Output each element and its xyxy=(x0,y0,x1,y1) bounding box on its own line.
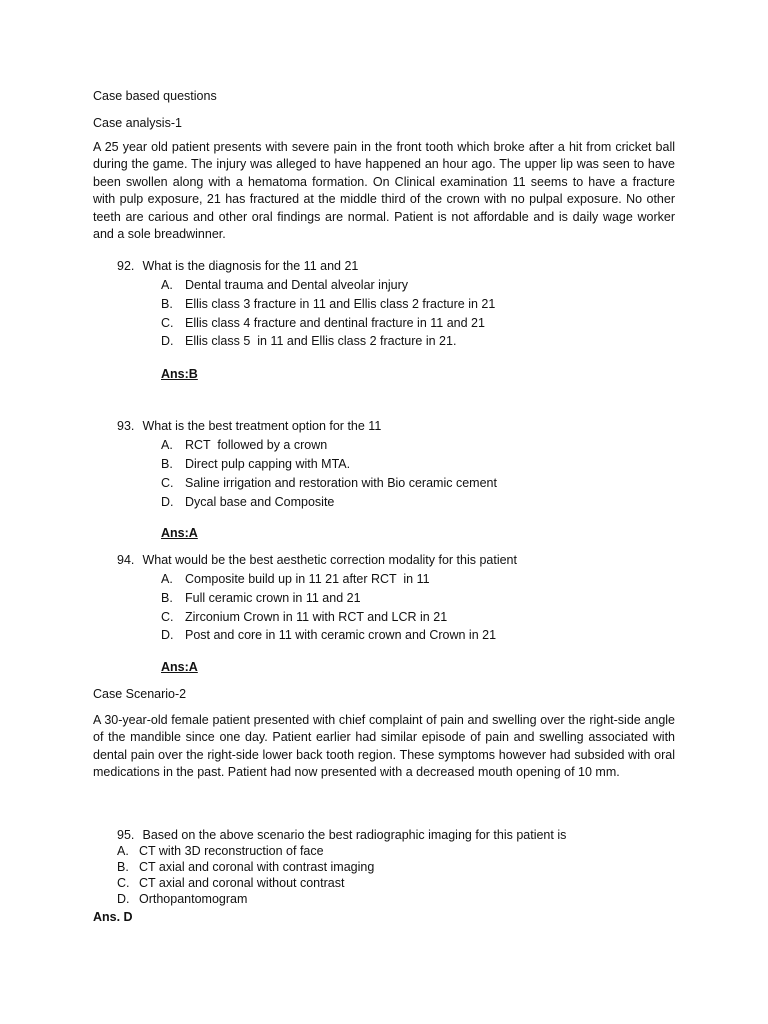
question-number: 94. xyxy=(117,553,135,567)
question-number: 93. xyxy=(117,419,135,433)
question-number: 95. xyxy=(117,828,135,842)
option-b: B. Full ceramic crown in 11 and 21 xyxy=(161,591,361,605)
option-d: D. Post and core in 11 with ceramic crown and Crown in 21 xyxy=(161,628,497,642)
question-92 xyxy=(117,258,358,275)
option-b: B. CT axial and coronal with contrast imaging xyxy=(117,860,375,874)
question-text: What would be the best aesthetic correction modality for this patient xyxy=(142,553,517,567)
section-header: Case based questions xyxy=(93,89,217,103)
case1-text: A 25 year old patient presents with severe pain in the front tooth which broke after a hit from cricket ball during the game. The injury was alleged to have happened an hour ago. The upper lip was seen to have been swollen along with a hematoma formation. On Clinical examination 11 seems to have a fracture with pulp exposure, 21 has fractured at the middle third of the crown with no pulpal exposure. No other teeth are carious and other oral findings are normal. Patient is not affordable and is daily wage worker and a sole breadwinner. xyxy=(93,140,675,242)
option-b: B. Direct pulp capping with MTA. xyxy=(161,457,351,471)
question-text: Based on the above scenario the best radiographic imaging for this patient is xyxy=(142,828,567,842)
option-a: A. RCT followed by a crown xyxy=(161,438,328,452)
question-text: What is the diagnosis for the 11 and 21 xyxy=(142,259,359,273)
question-number: 92. xyxy=(117,259,135,273)
option-d: D. Ellis class 5 in 11 and Ellis class 2 fracture in 21. xyxy=(161,334,457,348)
option-d: D. Dycal base and Composite xyxy=(161,495,335,509)
option-c: C. Ellis class 4 fracture and dentinal fracture in 11 and 21 xyxy=(161,316,485,330)
option-d: D. Orthopantomogram xyxy=(117,892,248,906)
question-93 xyxy=(117,418,381,435)
question-text: What is the best treatment option for the 11 xyxy=(142,419,382,433)
option-c: C. CT axial and coronal without contrast xyxy=(117,876,345,890)
question-94 xyxy=(117,552,517,569)
question-95 xyxy=(117,827,566,844)
case2-title: Case Scenario-2 xyxy=(93,687,187,701)
option-c: C. Saline irrigation and restoration with Bio ceramic cement xyxy=(161,476,497,490)
answer-93: Ans:A xyxy=(161,526,198,540)
option-a: A. CT with 3D reconstruction of face xyxy=(117,844,324,858)
option-b: B. Ellis class 3 fracture in 11 and Ellis class 2 fracture in 21 xyxy=(161,297,496,311)
answer-95: Ans. D xyxy=(93,910,133,924)
case1-title: Case analysis-1 xyxy=(93,116,182,130)
case2-text: A 30-year-old female patient presented with chief complaint of pain and swelling over the right-side angle of the mandible since one day. Patient earlier had similar episode of pain and swelling associated with dental pain over the right-side lower back tooth region. These symptoms however had subsided with oral medications in the past. Patient had now presented with a decreased mouth opening of 10 mm. xyxy=(93,713,675,780)
option-a: A. Dental trauma and Dental alveolar injury xyxy=(161,278,409,292)
option-a: A. Composite build up in 11 21 after RCT in 11 xyxy=(161,572,430,586)
answer-94: Ans:A xyxy=(161,660,198,674)
option-c: C. Zirconium Crown in 11 with RCT and LCR in 21 xyxy=(161,610,448,624)
answer-92: Ans:B xyxy=(161,367,198,381)
